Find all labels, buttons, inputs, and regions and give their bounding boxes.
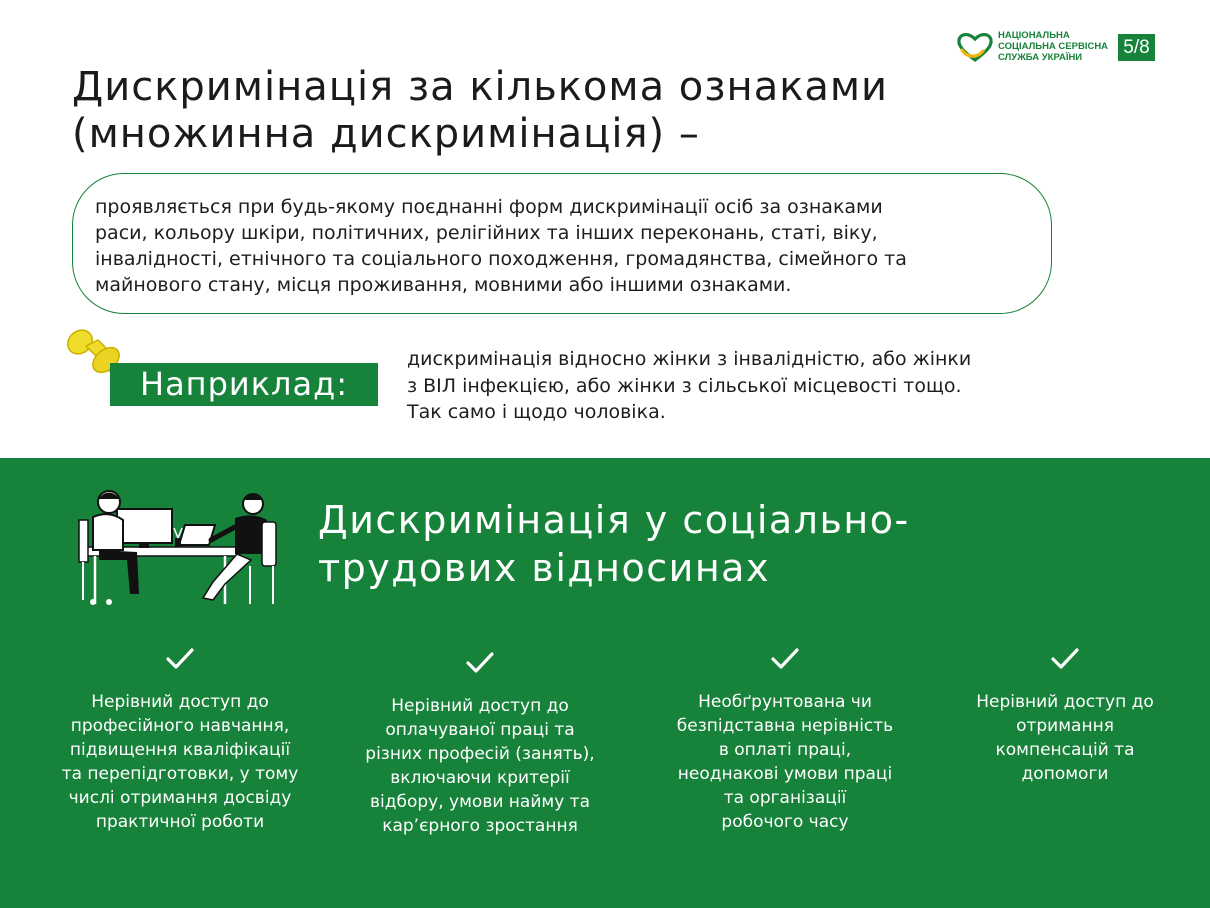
logo-text	[998, 30, 1108, 63]
item-line: неоднакові умови праці	[677, 764, 893, 784]
item-line: професійного навчання,	[70, 716, 290, 736]
example-line: з ВІЛ інфекцією, або жінки з сільської місцевості тощо.	[407, 374, 962, 397]
item-line: Нерівний доступ до	[91, 692, 269, 712]
list-item	[655, 646, 915, 834]
check-icon	[769, 646, 801, 672]
list-item	[345, 650, 615, 838]
logo-line: СЛУЖБА УКРАЇНИ	[998, 52, 1083, 63]
item-line: підвищення кваліфікації	[69, 740, 291, 760]
definition-line: інвалідності, етнічного та соціального походження, громадянства, сімейного та	[95, 248, 907, 270]
title-line: (множинна дискримінація) –	[72, 111, 700, 157]
item-line: та організації	[723, 788, 847, 808]
item-line: в оплаті праці,	[718, 740, 852, 760]
item-line: Необґрунтована чи	[698, 692, 872, 712]
logo-line: НАЦІОНАЛЬНА	[998, 30, 1070, 41]
definition-line: раси, кольору шкіри, політичних, релігійних та інших переконань, статі, віку,	[95, 222, 878, 244]
definition-line: проявляється при будь-якому поєднанні форм дискримінації осіб за ознаками	[95, 196, 883, 218]
example-text	[407, 346, 1097, 426]
example-label: Наприклад:	[110, 363, 378, 406]
definition-line: майнового стану, місця проживання, мовними або іншими ознаками.	[95, 274, 792, 296]
page-indicator: 5/8	[1118, 34, 1155, 61]
item-line: кар’єрного зростання	[382, 816, 578, 836]
example-line: Так само і щодо чоловіка.	[407, 401, 666, 423]
list-item-text	[345, 694, 615, 838]
list-item	[945, 646, 1185, 786]
item-line: оплачуваної праці та	[385, 720, 575, 740]
list-item	[45, 646, 315, 834]
title-line: Дискримінація за кількома ознаками	[72, 64, 889, 110]
item-line: та перепідготовки, у тому	[61, 764, 299, 784]
item-line: практичної роботи	[95, 812, 265, 832]
labor-discrimination-section	[0, 458, 1210, 908]
item-line: компенсацій та	[995, 740, 1135, 760]
item-line: різних професій (занять),	[365, 744, 595, 764]
item-line: безпідставна нерівність	[676, 716, 894, 736]
item-line: включаючи критерії	[390, 768, 570, 788]
page-title	[72, 64, 1032, 158]
item-line: відбору, умови найму та	[370, 792, 590, 812]
check-icon	[1049, 646, 1081, 672]
heart-logo-icon	[956, 31, 994, 63]
office-workers-illustration	[75, 472, 280, 607]
nsss-logo	[956, 30, 1108, 63]
section-title-line: трудових відносинах	[318, 546, 770, 590]
example-line: дискримінація відносно жінки з інвалідністю, або жінки	[407, 348, 972, 370]
list-item-text	[45, 690, 315, 834]
item-line: робочого часу	[721, 812, 849, 832]
list-item-text	[945, 690, 1185, 786]
definition-box	[72, 173, 1052, 314]
section-title-line: Дискримінація у соціально-	[318, 498, 910, 542]
check-icon	[164, 646, 196, 672]
logo-line: СОЦІАЛЬНА СЕРВІСНА	[998, 41, 1109, 52]
item-line: отримання	[1016, 716, 1114, 736]
item-line: Нерівний доступ до	[976, 692, 1154, 712]
item-line: допомоги	[1021, 764, 1109, 784]
section-title	[318, 496, 1118, 592]
item-line: числі отримання досвіду	[68, 788, 292, 808]
list-item-text	[655, 690, 915, 834]
check-icon	[464, 650, 496, 676]
item-line: Нерівний доступ до	[391, 696, 569, 716]
